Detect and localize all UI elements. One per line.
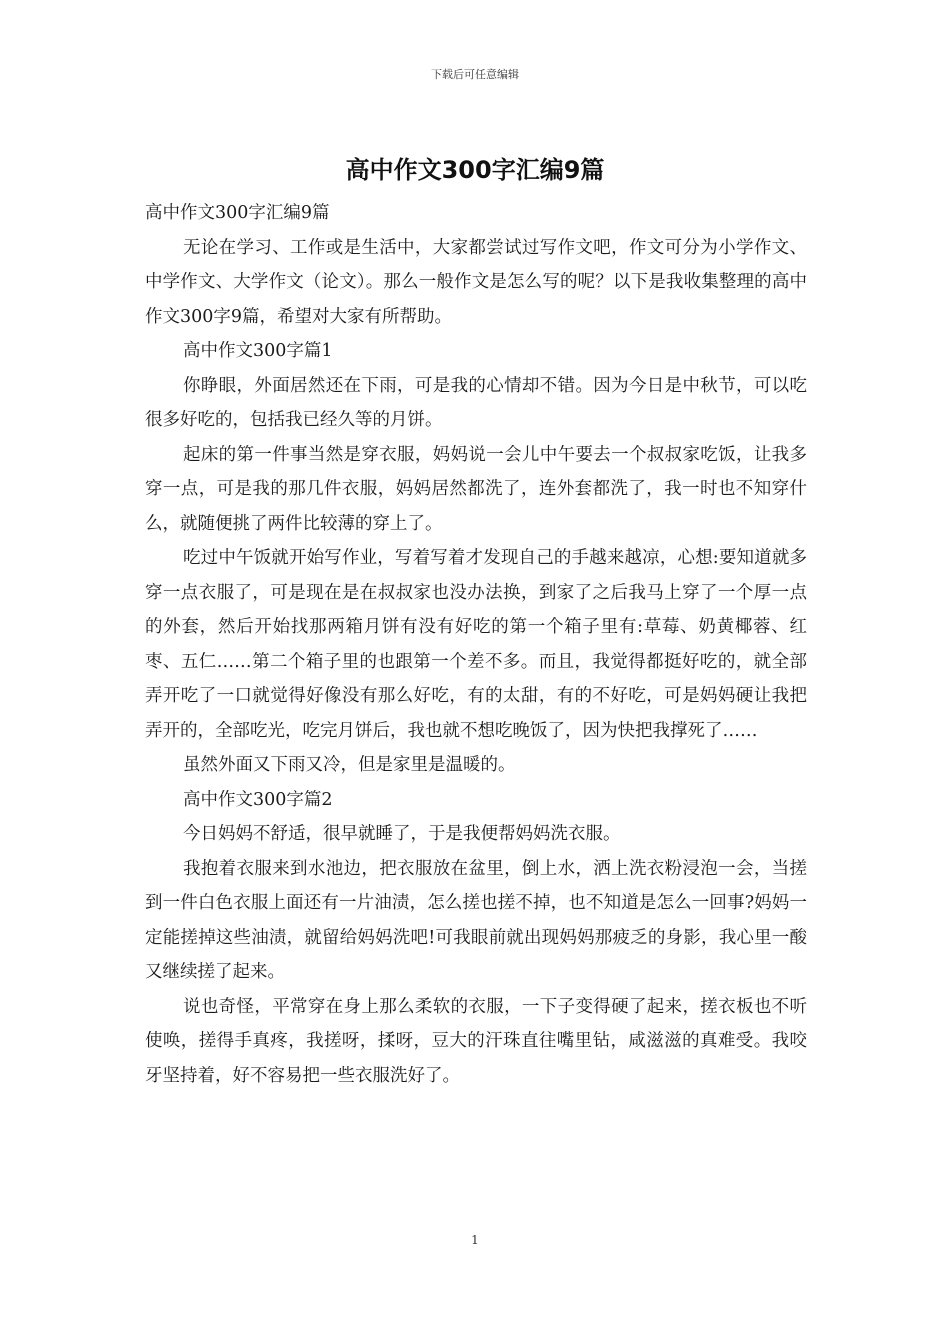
- body-paragraph: 无论在学习、工作或是生活中，大家都尝试过写作文吧，作文可分为小学作文、中学作文、大学作文（论文）。那么一般作文是怎么写的呢？以下是我收集整理的高中作文300字9篇，希望对大家有所帮助。: [145, 237, 807, 327]
- body-paragraph: 今日妈妈不舒适，很早就睡了，于是我便帮妈妈洗衣服。: [183, 824, 621, 844]
- body-paragraph: 高中作文300字篇1: [183, 341, 333, 361]
- body-paragraph: 你睁眼，外面居然还在下雨，可是我的心情却不错。因为今日是中秋节，可以吃很多好吃的，包括我已经久等的月饼。: [145, 375, 807, 430]
- document-subtitle: 高中作文300字汇编9篇: [145, 203, 330, 223]
- body-paragraph: 高中作文300字篇2: [183, 789, 333, 810]
- page-number: 1: [471, 1233, 479, 1247]
- body-paragraph: 虽然外面又下雨又冷，但是家里是温暖的。: [183, 755, 516, 775]
- document-title: 高中作文300字汇编9篇: [345, 156, 605, 184]
- body-paragraph: 说也奇怪，平常穿在身上那么柔软的衣服，一下子变得硬了起来，搓衣板也不听使唤，搓得手真疼，我搓呀，揉呀，豆大的汗珠直往嘴里钻，咸滋滋的真难受。我咬牙坚持着，好不容易把一些衣服洗好了。: [145, 996, 807, 1086]
- document-body: [145, 196, 807, 1093]
- page-header-note: 下载后可任意编辑: [431, 68, 519, 81]
- body-paragraph: 吃过中午饭就开始写作业，写着写着才发现自己的手越来越凉，心想:要知道就多穿一点衣服了，可是现在是在叔叔家也没办法换，到家了之后我马上穿了一个厚一点的外套，然后开始找那两箱月饼有没有好吃的第一个箱子里有:草莓、奶黄椰蓉、红枣、五仁……第二个箱子里的也跟第一个差不多。而且，我觉得都挺好吃的，就全部弄开吃了一口就觉得好像没有那么好吃，有的太甜，有的不好吃，可是妈妈硬让我把弄开的，全部吃光，吃完月饼后，我也就不想吃晚饭了，因为快把我撑死了……: [145, 548, 807, 741]
- body-paragraph: 起床的第一件事当然是穿衣服，妈妈说一会儿中午要去一个叔叔家吃饭，让我多穿一点，可是我的那几件衣服，妈妈居然都洗了，连外套都洗了，我一时也不知穿什么，就随便挑了两件比较薄的穿上了。: [145, 444, 807, 534]
- body-paragraph: 我抱着衣服来到水池边，把衣服放在盆里，倒上水，洒上洗衣粉浸泡一会，当搓到一件白色衣服上面还有一片油渍，怎么搓也搓不掉，也不知道是怎么一回事?妈妈一定能搓掉这些油渍，就留给妈妈洗吧!可我眼前就出现妈妈那疲乏的身影，我心里一酸又继续搓了起来。: [145, 858, 807, 982]
